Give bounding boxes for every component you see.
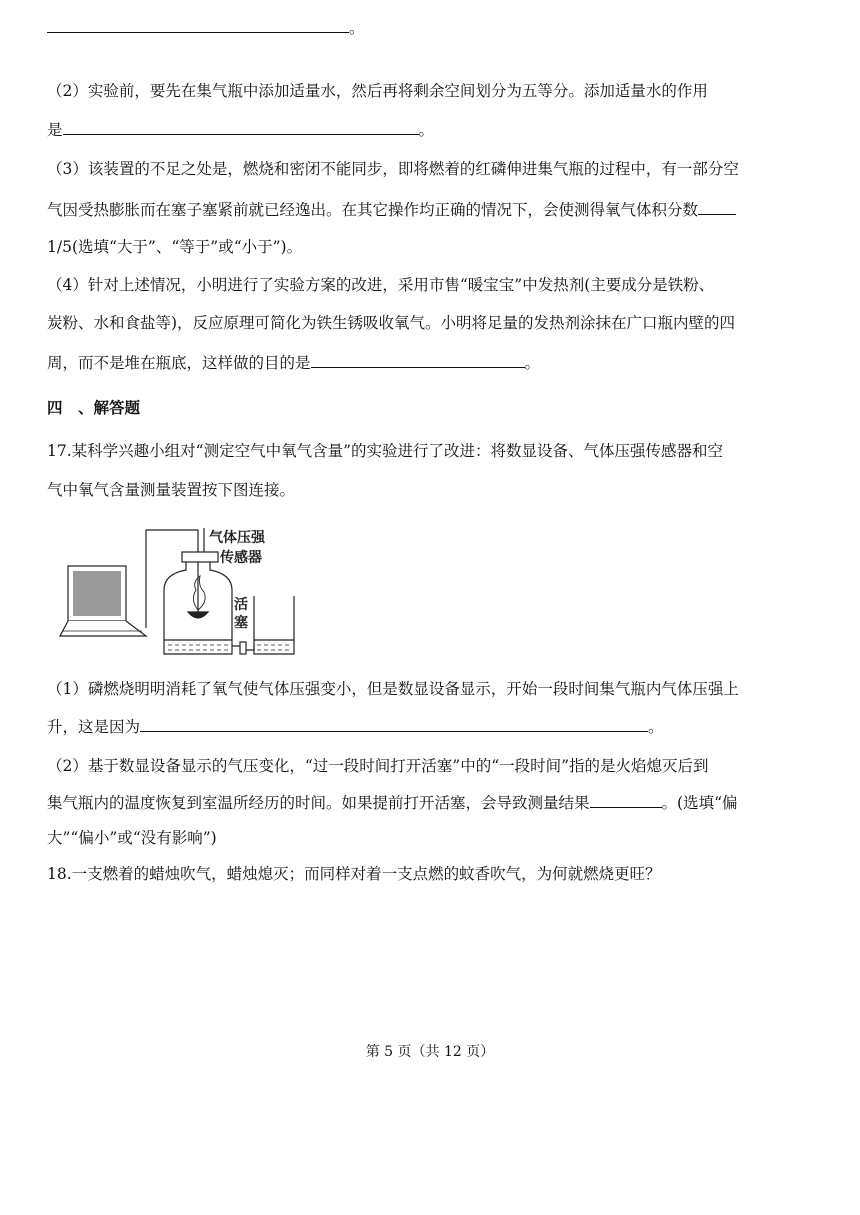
answer-blank — [698, 198, 736, 215]
q4-line-2: 炭粉、水和食盐等)，反应原理可简化为铁生锈吸收氧气。小明将足量的发热剂涂抹在广口瓶内壁的四 — [47, 314, 736, 332]
flame-icon — [193, 576, 205, 610]
answer-blank — [47, 16, 349, 33]
valve-label: 塞 — [234, 615, 248, 631]
q2-line-1: （2）实验前，要先在集气瓶中添加适量水，然后再将剩余空间划分为五等分。添加适量水的作用 — [47, 82, 708, 100]
answer-blank — [140, 715, 648, 732]
answer-blank — [590, 791, 662, 808]
sensor-label: 传感器 — [220, 550, 262, 566]
valve-label: 活 — [234, 597, 248, 613]
q3-line-3: 1/5(选填“大于”、“等于”或“小于”)。 — [47, 238, 303, 256]
q17-2-line-3: 大”“偏小”或“没有影响”) — [47, 829, 217, 847]
q4-line-1: （4）针对上述情况，小明进行了实验方案的改进，采用市售“暖宝宝”中发热剂(主要成分是铁粉、 — [47, 276, 715, 294]
valve — [240, 642, 246, 654]
q17-2-line-1: （2）基于数显设备显示的气压变化，“过一段时间打开活塞”中的“一段时间”指的是火焰熄灭后到 — [47, 757, 709, 775]
q3-line-2: 气因受热膨胀而在塞子塞紧前就已经逸出。在其它操作均正确的情况下，会使测得氧气体积分数 — [47, 198, 736, 221]
q4-line-3: 周，而不是堆在瓶底，这样做的目的是 。 — [47, 351, 540, 374]
q17-line-1: 17.某科学兴趣小组对“测定空气中氧气含量”的实验进行了改进：将数显设备、气体压强传感器和空 — [47, 442, 724, 460]
q17-1-line-1: （1）磷燃烧明明消耗了氧气使气体压强变小，但是数显设备显示，开始一段时间集气瓶内气体压强上 — [47, 680, 739, 698]
q17-2-line-2: 集气瓶内的温度恢复到室温所经历的时间。如果提前打开活塞，会导致测量结果 。(选填“偏 — [47, 791, 738, 814]
prev-answer-line: 。 — [47, 16, 365, 39]
answer-blank — [63, 118, 419, 135]
apparatus-diagram — [58, 524, 298, 664]
stopper — [182, 552, 218, 562]
q17-1-line-2: 升，这是因为 。 — [47, 715, 664, 738]
q2-line-2: 是 。 — [47, 118, 434, 141]
sensor-label: 气体压强 — [209, 530, 265, 546]
section-heading: 四 、解答题 — [47, 399, 141, 417]
q3-line-1: （3）该装置的不足之处是，燃烧和密闭不能同步，即将燃着的红磷伸进集气瓶的过程中，有一部分空 — [47, 160, 739, 178]
q18-line: 18.一支燃着的蜡烛吹气，蜡烛熄灭；而同样对着一支点燃的蚊香吹气，为何就燃烧更旺？ — [47, 865, 661, 883]
q17-line-2: 气中氧气含量测量装置按下图连接。 — [47, 481, 296, 499]
laptop-icon — [60, 566, 146, 636]
page-footer: 第 5 页（共 12 页） — [365, 1044, 495, 1060]
answer-blank — [311, 351, 525, 368]
